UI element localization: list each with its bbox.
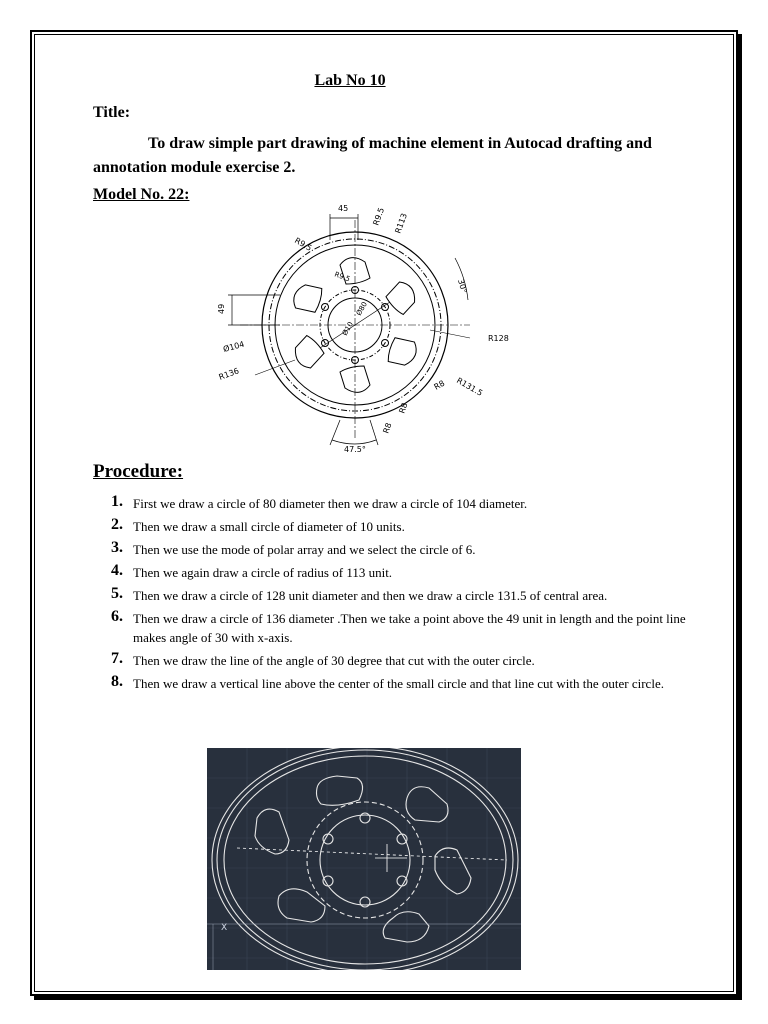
page-border-shadow-right [738, 34, 742, 1000]
dim-r8-b-label: R8 [397, 401, 410, 415]
dim-angle-30-label: 30° [456, 278, 469, 295]
step-text: Then we draw a small circle of diameter of 10 units. [133, 519, 405, 534]
sprocket-technical-drawing [200, 200, 530, 460]
dim-dia-104-label: Ø104 [222, 339, 246, 354]
autocad-screenshot [207, 748, 521, 970]
procedure-step [93, 651, 693, 670]
model-number-label: Model No. 22: [93, 186, 190, 203]
step-text: Then we again draw a circle of radius of 113 unit. [133, 565, 393, 580]
step-number: 3. [111, 539, 123, 556]
step-text: Then we draw a vertical line above the center of the small circle and that line cut with the outer circle. [133, 676, 664, 691]
dim-49-label: 49 [217, 303, 226, 314]
procedure-step [93, 563, 693, 582]
step-text: Then we draw a circle of 128 unit diameter and then we draw a circle 131.5 of central area. [133, 588, 608, 603]
procedure-steps-list [93, 494, 693, 697]
cad-axis-x-label: X [221, 923, 228, 933]
page-border-shadow-bottom [34, 996, 742, 1000]
dim-r8-c-label: R8 [381, 421, 394, 435]
lab-number-heading: Lab No 10 [314, 72, 386, 89]
step-number: 4. [111, 562, 123, 579]
procedure-step [93, 586, 693, 605]
dim-r8-a-label: R8 [432, 378, 447, 392]
procedure-step [93, 540, 693, 559]
dim-r9-5-inner-label: R9.5 [333, 270, 352, 284]
step-number: 2. [111, 516, 123, 533]
procedure-step [93, 609, 693, 647]
dim-r128-label: R128 [488, 334, 509, 343]
step-number: 5. [111, 585, 123, 602]
step-number: 8. [111, 673, 123, 690]
title-label: Title: [93, 104, 131, 121]
step-text: Then we draw a circle of 136 diameter .Then we take a point above the 49 unit in length and the point line makes angle of 30 with x-axis. [133, 611, 686, 645]
dim-r113-label: R113 [393, 212, 410, 235]
dim-dia-80-label: Ø80 [354, 300, 369, 317]
dim-r9-5-left-label: R9.5 [293, 235, 314, 253]
procedure-step [93, 494, 693, 513]
procedure-step [93, 517, 693, 536]
procedure-step [93, 674, 693, 693]
dim-r131-5-label: R131.5 [455, 375, 485, 398]
step-text: First we draw a circle of 80 diameter then we draw a circle of 104 diameter. [133, 496, 528, 511]
step-text: Then we draw the line of the angle of 30 degree that cut with the outer circle. [133, 653, 535, 668]
procedure-heading: Procedure: [93, 461, 184, 482]
step-number: 6. [111, 608, 123, 625]
step-number: 7. [111, 650, 123, 667]
dim-r9-5-top-label: R9.5 [371, 206, 387, 227]
title-text: To draw simple part drawing of machine element in Autocad drafting and annotation module exercise 2. [93, 135, 652, 176]
dim-dia-10-label: Ø10 [340, 320, 355, 337]
dim-r136-label: R136 [217, 366, 241, 382]
step-text: Then we use the mode of polar array and we select the circle of 6. [133, 542, 476, 557]
dim-angle-47-5-label: 47.5° [344, 445, 366, 454]
step-number: 1. [111, 493, 123, 510]
dim-45-label: 45 [338, 204, 349, 213]
